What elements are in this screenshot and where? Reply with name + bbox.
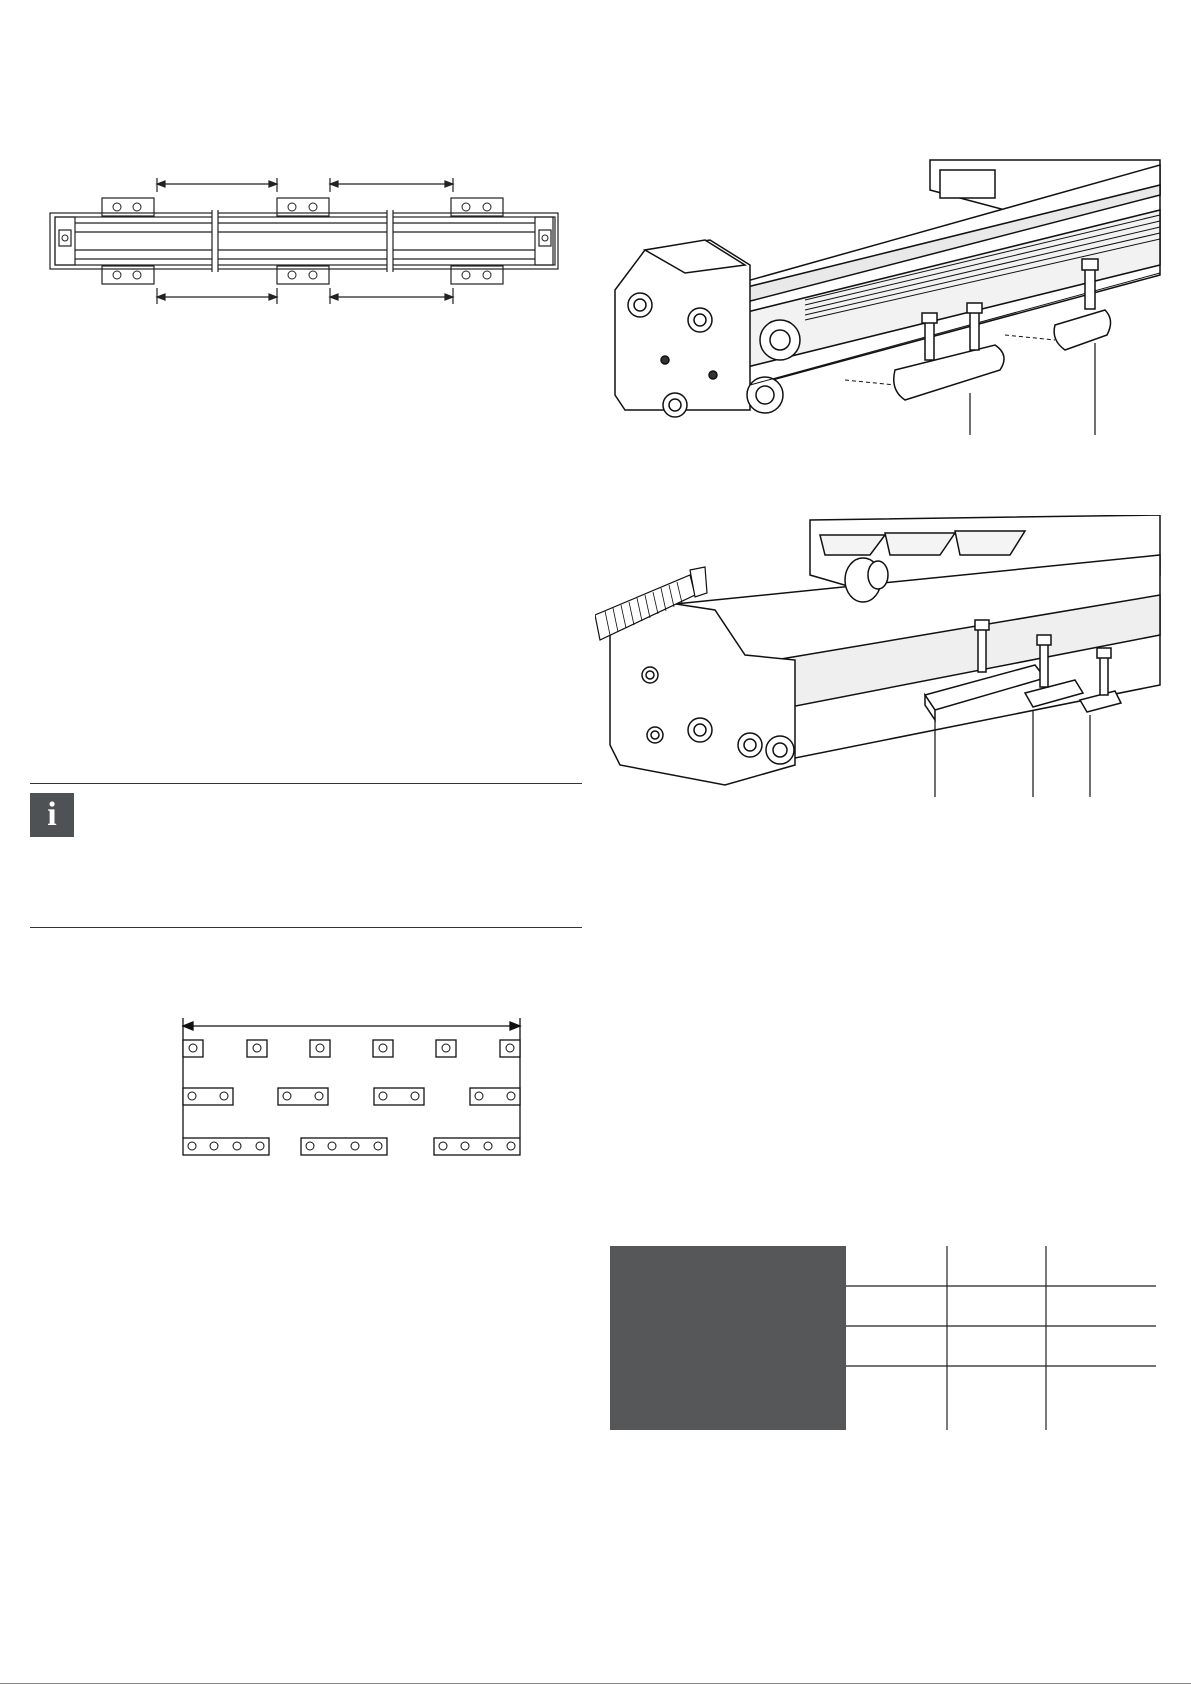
note-top-rule <box>30 783 582 784</box>
table-header-panel <box>610 1246 846 1430</box>
page-footer-rule <box>0 1683 1191 1684</box>
note-bottom-rule <box>30 927 582 928</box>
guide-rail-mounting-drawing <box>595 515 1165 800</box>
clamp-layout-drawing <box>175 1010 530 1165</box>
mounting-slots-drawing <box>605 155 1165 445</box>
carrier-spacing-drawing <box>45 170 565 310</box>
data-table-grid <box>846 1246 1156 1430</box>
info-icon: i <box>30 793 74 837</box>
